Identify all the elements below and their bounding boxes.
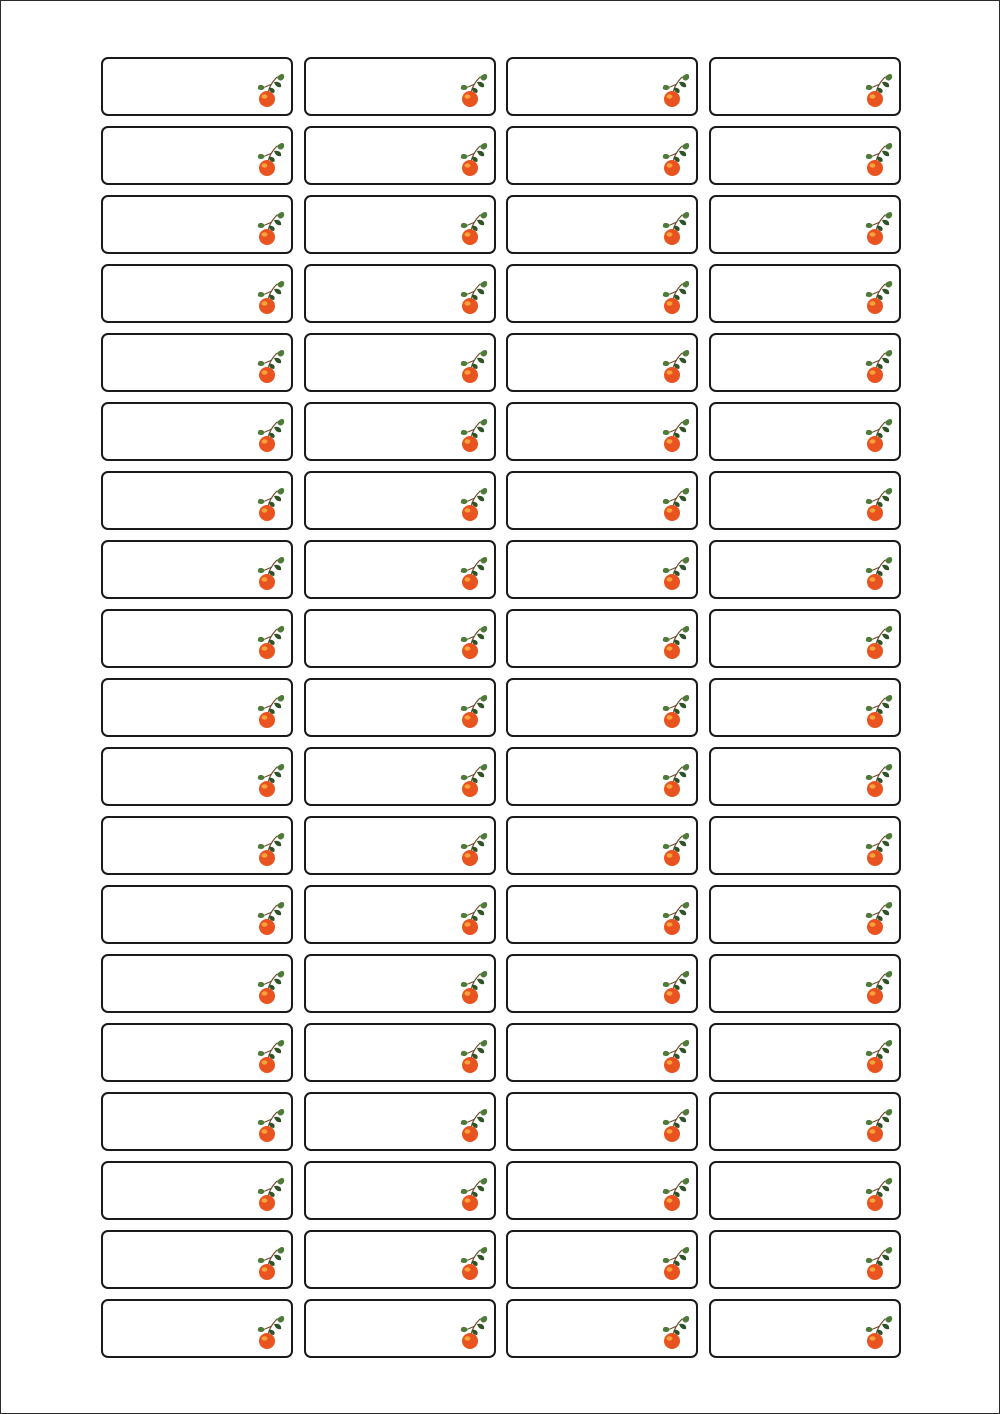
orange-with-leaves-icon [458, 692, 488, 730]
orange-with-leaves-icon [863, 1244, 893, 1282]
orange-with-leaves-icon [863, 347, 893, 385]
address-label[interactable] [101, 954, 293, 1013]
orange-with-leaves-icon [863, 209, 893, 247]
orange-with-leaves-icon [660, 347, 690, 385]
address-label[interactable] [506, 1230, 698, 1289]
orange-with-leaves-icon [660, 1037, 690, 1075]
orange-with-leaves-icon [863, 278, 893, 316]
orange-with-leaves-icon [255, 71, 285, 109]
orange-with-leaves-icon [863, 485, 893, 523]
address-label[interactable] [304, 1023, 496, 1082]
orange-with-leaves-icon [660, 1175, 690, 1213]
orange-with-leaves-icon [458, 1037, 488, 1075]
orange-with-leaves-icon [458, 554, 488, 592]
orange-with-leaves-icon [255, 485, 285, 523]
orange-with-leaves-icon [863, 623, 893, 661]
orange-with-leaves-icon [255, 278, 285, 316]
orange-with-leaves-icon [458, 968, 488, 1006]
label-grid [101, 57, 901, 1358]
address-label[interactable] [506, 126, 698, 185]
orange-with-leaves-icon [458, 71, 488, 109]
address-label[interactable] [506, 885, 698, 944]
address-label[interactable] [101, 264, 293, 323]
orange-with-leaves-icon [660, 1106, 690, 1144]
address-label[interactable] [101, 540, 293, 599]
address-label[interactable] [304, 57, 496, 116]
address-label[interactable] [304, 333, 496, 392]
address-label[interactable] [709, 1299, 901, 1358]
address-label[interactable] [304, 1230, 496, 1289]
orange-with-leaves-icon [255, 830, 285, 868]
address-label[interactable] [506, 264, 698, 323]
address-label[interactable] [304, 816, 496, 875]
address-label[interactable] [101, 1230, 293, 1289]
orange-with-leaves-icon [255, 692, 285, 730]
orange-with-leaves-icon [458, 416, 488, 454]
orange-with-leaves-icon [255, 1313, 285, 1351]
address-label[interactable] [709, 1023, 901, 1082]
orange-with-leaves-icon [660, 899, 690, 937]
orange-with-leaves-icon [255, 209, 285, 247]
address-label[interactable] [506, 195, 698, 254]
address-label[interactable] [709, 540, 901, 599]
orange-with-leaves-icon [458, 1106, 488, 1144]
orange-with-leaves-icon [660, 71, 690, 109]
orange-with-leaves-icon [255, 140, 285, 178]
orange-with-leaves-icon [255, 623, 285, 661]
orange-with-leaves-icon [863, 968, 893, 1006]
address-label[interactable] [506, 402, 698, 461]
orange-with-leaves-icon [255, 1106, 285, 1144]
orange-with-leaves-icon [660, 209, 690, 247]
address-label[interactable] [709, 471, 901, 530]
address-label[interactable] [101, 816, 293, 875]
orange-with-leaves-icon [458, 1244, 488, 1282]
address-label[interactable] [101, 57, 293, 116]
orange-with-leaves-icon [863, 71, 893, 109]
orange-with-leaves-icon [660, 761, 690, 799]
address-label[interactable] [506, 954, 698, 1013]
orange-with-leaves-icon [863, 1175, 893, 1213]
orange-with-leaves-icon [255, 968, 285, 1006]
address-label[interactable] [506, 1092, 698, 1151]
address-label[interactable] [304, 1161, 496, 1220]
orange-with-leaves-icon [255, 554, 285, 592]
orange-with-leaves-icon [255, 416, 285, 454]
orange-with-leaves-icon [863, 1106, 893, 1144]
orange-with-leaves-icon [660, 830, 690, 868]
address-label[interactable] [506, 609, 698, 668]
orange-with-leaves-icon [660, 485, 690, 523]
address-label[interactable] [709, 57, 901, 116]
address-label[interactable] [709, 333, 901, 392]
address-label[interactable] [101, 885, 293, 944]
orange-with-leaves-icon [458, 140, 488, 178]
orange-with-leaves-icon [458, 830, 488, 868]
orange-with-leaves-icon [660, 140, 690, 178]
address-label[interactable] [101, 1161, 293, 1220]
orange-with-leaves-icon [458, 1313, 488, 1351]
address-label[interactable] [506, 471, 698, 530]
address-label[interactable] [304, 402, 496, 461]
address-label[interactable] [709, 609, 901, 668]
orange-with-leaves-icon [660, 1313, 690, 1351]
orange-with-leaves-icon [863, 416, 893, 454]
orange-with-leaves-icon [458, 278, 488, 316]
address-label[interactable] [101, 402, 293, 461]
address-label[interactable] [506, 1161, 698, 1220]
orange-with-leaves-icon [863, 554, 893, 592]
orange-with-leaves-icon [458, 209, 488, 247]
address-label[interactable] [101, 609, 293, 668]
address-label[interactable] [506, 333, 698, 392]
address-label[interactable] [709, 126, 901, 185]
orange-with-leaves-icon [863, 1037, 893, 1075]
address-label[interactable] [506, 1023, 698, 1082]
address-label[interactable] [101, 195, 293, 254]
orange-with-leaves-icon [255, 899, 285, 937]
address-label[interactable] [506, 678, 698, 737]
address-label[interactable] [506, 540, 698, 599]
orange-with-leaves-icon [863, 830, 893, 868]
address-label[interactable] [304, 126, 496, 185]
address-label[interactable] [506, 816, 698, 875]
orange-with-leaves-icon [255, 761, 285, 799]
orange-with-leaves-icon [458, 1175, 488, 1213]
address-label[interactable] [709, 954, 901, 1013]
orange-with-leaves-icon [458, 899, 488, 937]
orange-with-leaves-icon [255, 1175, 285, 1213]
orange-with-leaves-icon [660, 416, 690, 454]
orange-with-leaves-icon [458, 347, 488, 385]
address-label[interactable] [304, 195, 496, 254]
address-label[interactable] [101, 471, 293, 530]
address-label[interactable] [304, 678, 496, 737]
address-label[interactable] [101, 747, 293, 806]
address-label[interactable] [101, 1092, 293, 1151]
address-label[interactable] [709, 885, 901, 944]
address-label[interactable] [709, 747, 901, 806]
orange-with-leaves-icon [255, 1244, 285, 1282]
orange-with-leaves-icon [863, 140, 893, 178]
address-label[interactable] [101, 333, 293, 392]
address-label[interactable] [101, 1023, 293, 1082]
orange-with-leaves-icon [458, 761, 488, 799]
address-label[interactable] [304, 471, 496, 530]
address-label[interactable] [304, 264, 496, 323]
address-label[interactable] [709, 402, 901, 461]
address-label[interactable] [709, 264, 901, 323]
orange-with-leaves-icon [660, 623, 690, 661]
address-label[interactable] [304, 540, 496, 599]
address-label[interactable] [709, 816, 901, 875]
orange-with-leaves-icon [660, 1244, 690, 1282]
orange-with-leaves-icon [863, 1313, 893, 1351]
orange-with-leaves-icon [255, 347, 285, 385]
orange-with-leaves-icon [863, 692, 893, 730]
address-label[interactable] [304, 1092, 496, 1151]
orange-with-leaves-icon [863, 899, 893, 937]
orange-with-leaves-icon [458, 623, 488, 661]
orange-with-leaves-icon [660, 692, 690, 730]
address-label[interactable] [101, 678, 293, 737]
address-label[interactable] [304, 747, 496, 806]
address-label[interactable] [101, 126, 293, 185]
orange-with-leaves-icon [458, 485, 488, 523]
address-label[interactable] [304, 1299, 496, 1358]
orange-with-leaves-icon [863, 761, 893, 799]
orange-with-leaves-icon [660, 278, 690, 316]
address-label[interactable] [709, 678, 901, 737]
address-label[interactable] [709, 1230, 901, 1289]
address-label[interactable] [506, 747, 698, 806]
address-label[interactable] [709, 1161, 901, 1220]
address-label[interactable] [101, 1299, 293, 1358]
address-label[interactable] [506, 57, 698, 116]
orange-with-leaves-icon [255, 1037, 285, 1075]
address-label[interactable] [304, 954, 496, 1013]
orange-with-leaves-icon [660, 554, 690, 592]
address-label[interactable] [304, 885, 496, 944]
address-label[interactable] [709, 195, 901, 254]
address-label[interactable] [709, 1092, 901, 1151]
address-label[interactable] [506, 1299, 698, 1358]
orange-with-leaves-icon [660, 968, 690, 1006]
address-label[interactable] [304, 609, 496, 668]
